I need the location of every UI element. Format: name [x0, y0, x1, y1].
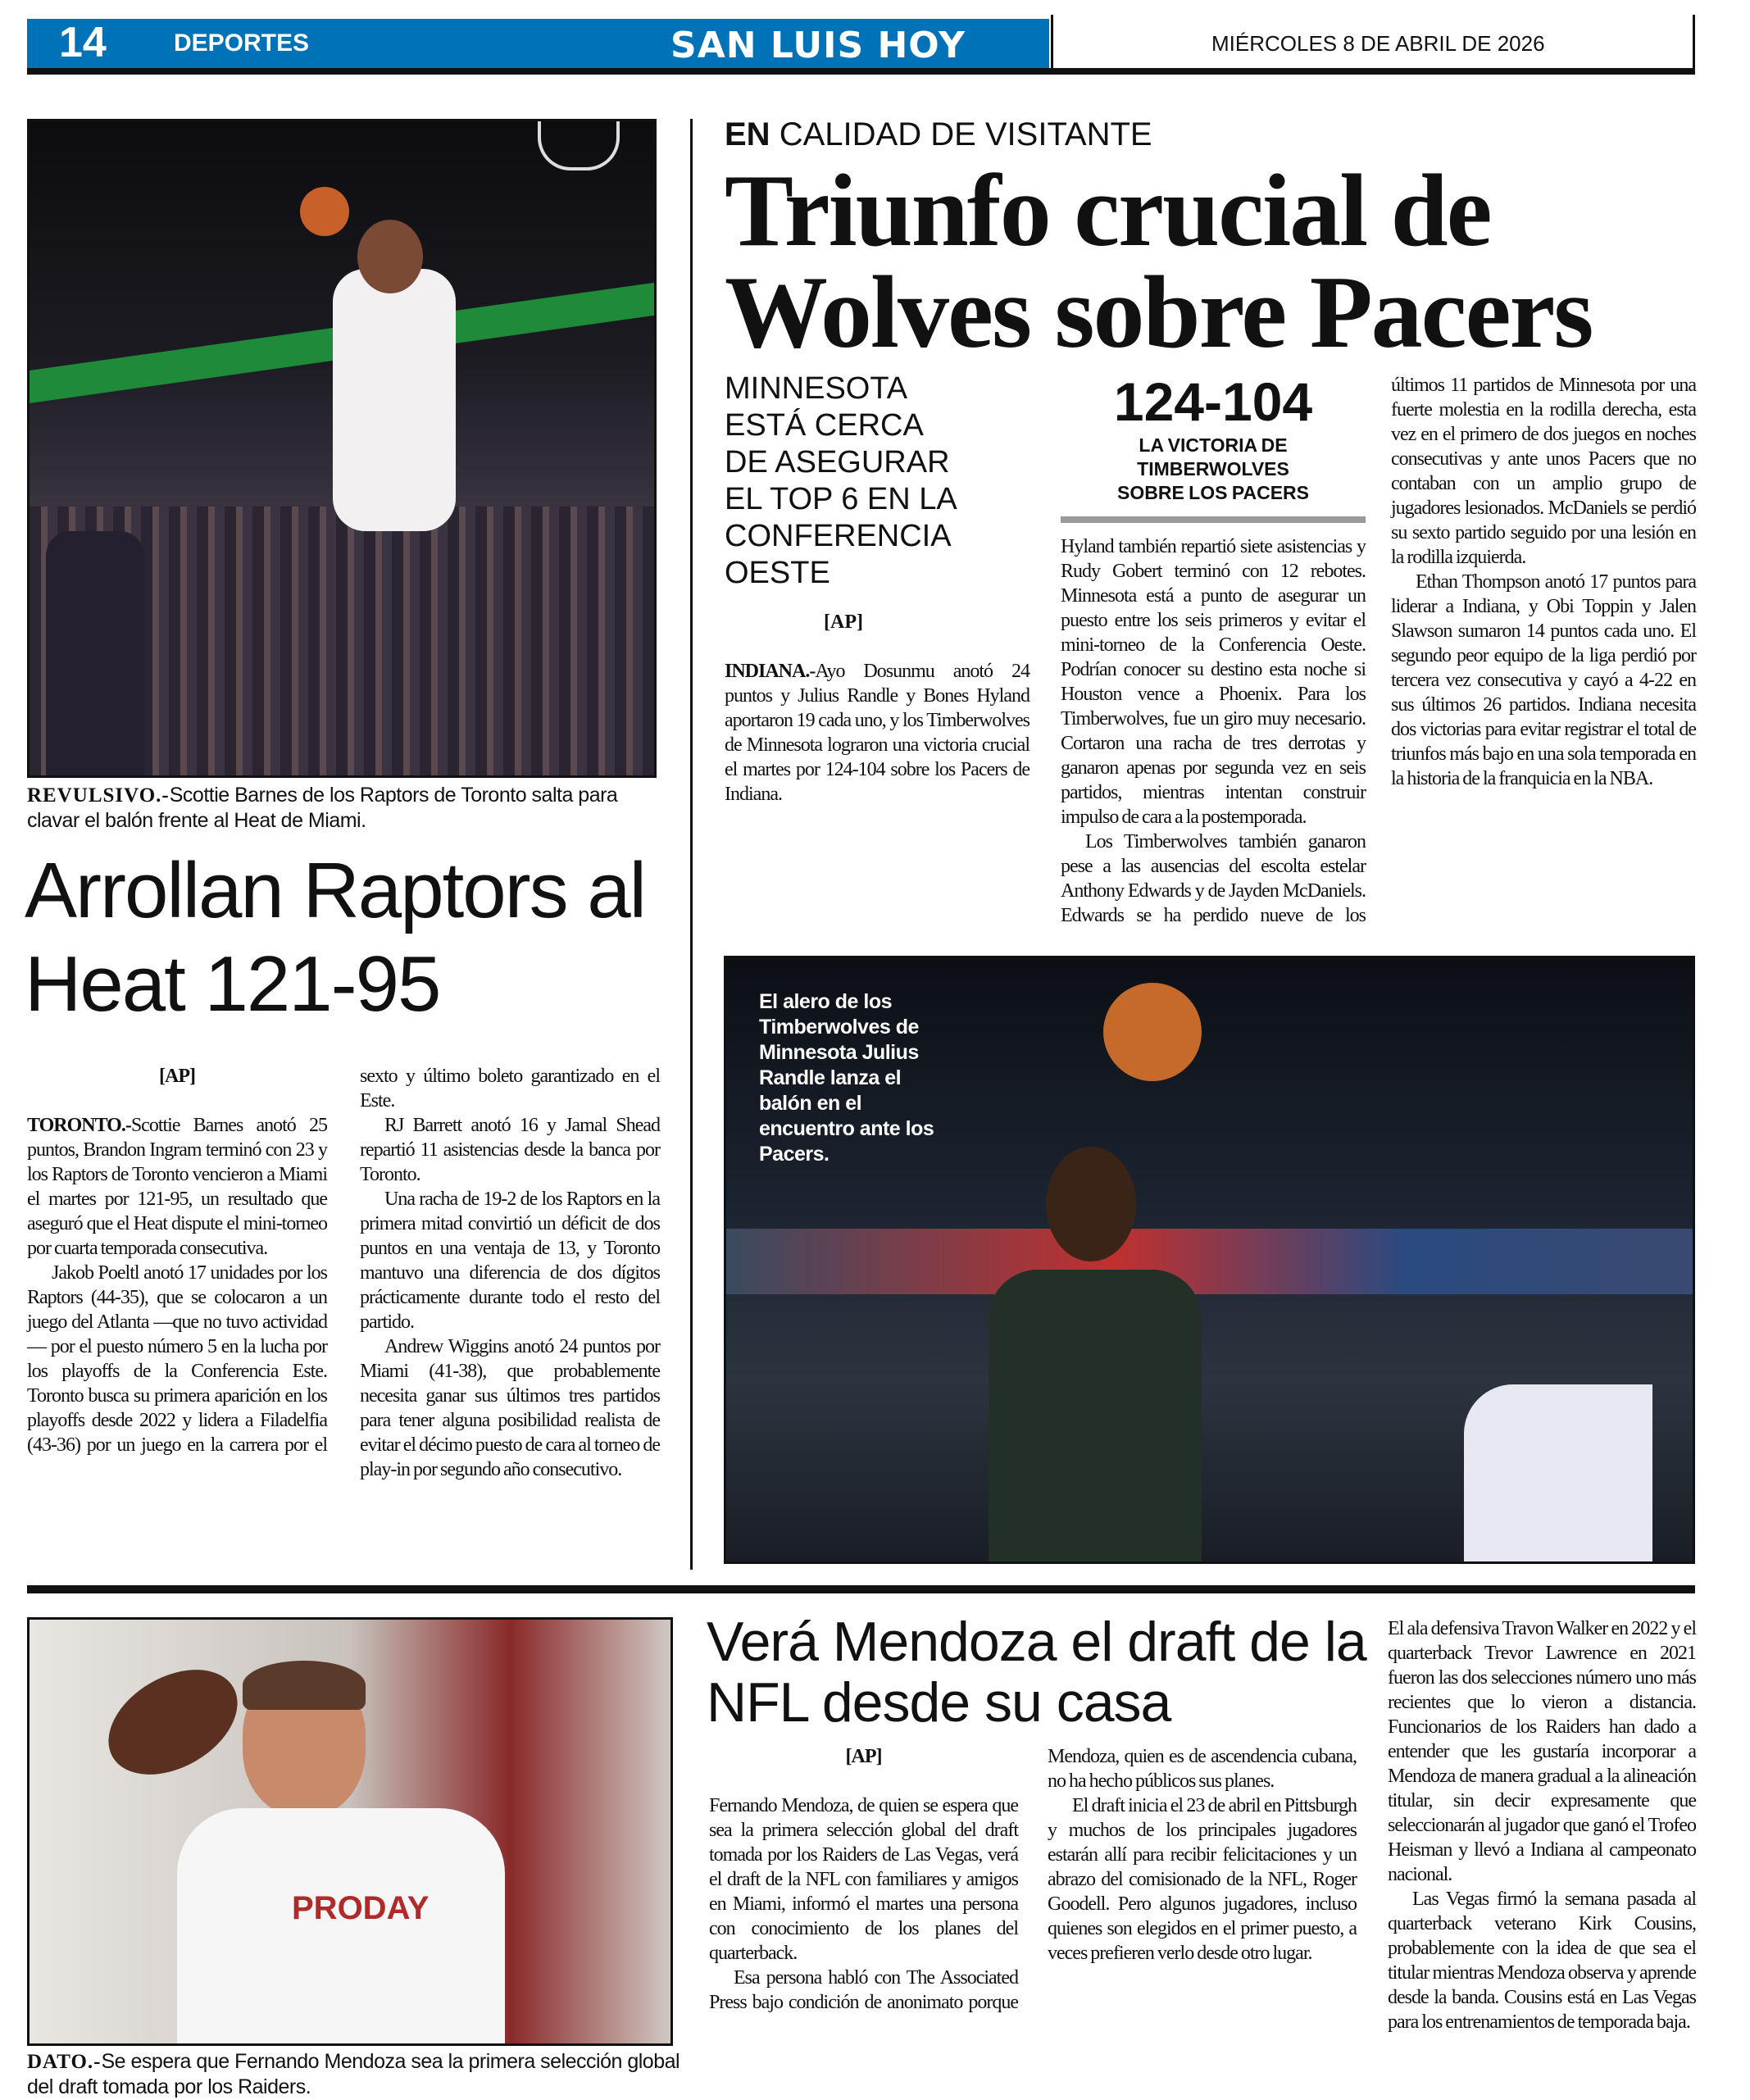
section-name: DEPORTES	[174, 30, 310, 57]
caption-label: DATO.-	[27, 2051, 102, 2073]
caption-text: Se espera que Fernando Mendoza sea la primera selección global del draft tomada por los Raiders.	[27, 2050, 680, 2098]
newspaper-name: SAN LUIS HOY	[670, 25, 966, 66]
final-score: 124-104	[1113, 371, 1313, 432]
dateline: INDIANA.-	[725, 661, 816, 682]
wolves-col1	[725, 370, 1030, 807]
paragraph: Los Timberwolves también ganaron pese a las ausencias del escolta estelar Anthony Edwards y de Jayden McDaniels. Edwards se ha perdido nueve de los últimos 11 partidos de Minnesota por una fuerte molestia en la rodilla derecha, esta vez en el primero de dos juegos en noches consecutivas y ante unos Pacers que no contaban con un amplio grupo de jugadores lesionados. McDaniels se perdió su sexto partido seguido por una lesión en la rodilla izquierda.	[1061, 375, 1696, 926]
score-box	[1061, 373, 1366, 534]
paragraph: Ethan Thompson anotó 17 puntos para liderar a Indiana, y Obi Toppin y Jalen Slawson sumaron 14 puntos cada uno. El segundo peor equipo de la liga perdió por tercera vez consecutiva y cayó a 4-22 en sus últimos 26 partidos. Indiana necesita dos victorias para evitar registrar el total de triunfos más bajo en una sola temporada en la historia de la franquicia en la NBA.	[1391, 571, 1696, 789]
wolves-kicker	[725, 116, 1152, 153]
kicker-text: CALIDAD DE VISITANTE	[779, 116, 1152, 152]
raptors-photo-caption	[27, 783, 666, 834]
paragraph: Fernando Mendoza, de quien se espera que sea la primera selección global del draft tomada por los Raiders de Las Vegas, verá el draft de la NFL con familiares y amigos en Miami, informó el martes una persona con conocimiento de los planes del quarterback.	[709, 1795, 1018, 1964]
wolves-columns-2-3	[1061, 373, 1696, 947]
wolves-deck: MINNESOTA ESTÁ CERCA DE ASEGURAR EL TOP 6 EN LA CONFERENCIA OESTE	[725, 371, 956, 590]
mendoza-col3	[1388, 1616, 1696, 2034]
mendoza-headline: Verá Mendoza el draft de la NFL desde su casa	[707, 1611, 1366, 1734]
paragraph: Las Vegas firmó la semana pasada al quarterback veterano Kirk Cousins, probablemente con la idea de que sea el titular mientras Mendoza observa y aprende desde la banda. Cousins está en Las Vegas para los entrenamientos de temporada baja.	[1388, 1889, 1696, 2033]
section-rule	[27, 1585, 1695, 1593]
wolves-headline: Triunfo crucial de Wolves sobre Pacers	[725, 154, 1593, 370]
raptors-article	[27, 1064, 660, 1482]
paragraph: Scottie Barnes anotó 25 puntos, Brandon Ingram terminó con 23 y los Raptors de Toronto vencieron a Miami el martes por 121-95, un resultado que aseguró que el Heat dispute el mini-torneo por cuarta temporada consecutiva.	[27, 1115, 327, 1259]
wolves-credit: [AP]	[824, 611, 863, 633]
paragraph: Andrew Wiggins anotó 24 puntos por Miami (41-38), que probablemente necesita ganar sus últimos tres partidos para tener alguna posibilidad realista de evitar el décimo puesto de cara al torneo de play-in por segundo año consecutivo.	[360, 1336, 660, 1480]
score-rule	[1061, 516, 1366, 523]
paragraph: Una racha de 19-2 de los Raptors en la primera mitad convirtió un déficit de dos puntos en una ventaja de 13, y Toronto mantuvo una diferencia de dos dígitos prácticamente durante todo el resto del partido.	[360, 1189, 660, 1333]
mendoza-photo-caption	[27, 2049, 683, 2100]
column-divider	[690, 119, 693, 1570]
page-number: 14	[59, 19, 107, 66]
mendoza-credit: [AP]	[845, 1746, 882, 1767]
raptors-photo	[27, 119, 657, 778]
mendoza-col1-2	[709, 1744, 1357, 2015]
header-rule	[27, 68, 1695, 75]
caption-text: Scottie Barnes de los Raptors de Toronto salta para clavar el balón frente al Heat de Miami.	[27, 784, 618, 832]
raptors-headline: Arrollan Raptors al Heat 121-95	[25, 847, 645, 1028]
mendoza-photo	[27, 1617, 673, 2046]
raptors-credit: [AP]	[159, 1066, 195, 1087]
shirt-text: PRODAY	[292, 1890, 430, 1926]
dateline: TORONTO.-	[27, 1115, 131, 1136]
paragraph: El ala defensiva Travon Walker en 2022 y el quarterback Trevor Lawrence en 2021 fueron las dos selecciones número uno más recientes que lo vieron a distancia. Funcionarios de los Raiders han dado a entender que les gustaría incorporar a Mendoza de manera gradual a la alineación titular, sin decir expresamente que seleccionarán al jugador que ganó el Trofeo Heisman y llevó a Indiana al campeonato nacional.	[1388, 1618, 1696, 1885]
paragraph: Hyland también repartió siete asistencias y Rudy Gobert terminó con 12 rebotes. Minnesota está a punto de asegurar un puesto entre los seis primeros y evitar el mini-torneo de la Conferencia Oeste. Podrían conocer su destino esta noche si Houston vence a Phoenix. Para los Timberwolves, fue un giro muy necesario. Cortaron una racha de tres derrotas y ganaron apenas por segunda vez en seis partidos, mientras intentan construir impulso de cara a la postemporada.	[1061, 536, 1366, 828]
paragraph: RJ Barrett anotó 16 y Jamal Shead repartió 11 asistencias desde la banca por Toronto.	[360, 1115, 660, 1185]
paragraph: Jakob Poeltl anotó 17 unidades por los Raptors (44-35), que se colocaron a un juego del Atlanta —que no tuvo actividad— por el puesto número 5 en la lucha por los playoffs de la Conferencia Este. Toronto busca su primera aparición en los playoffs desde 2022 y lidera a Filadelfia (43-36) por un juego en la carrera por el sexto y último boleto garantizado en el Este.	[27, 1066, 660, 1456]
paragraph: El draft inicia el 23 de abril en Pittsburgh y muchos de los principales jugadores estarán allí para recibir felicitaciones y un abrazo del comisionado de la NFL, Roger Goodell. Pero algunos jugadores, incluso quienes son elegidos en el primer puesto, a veces prefieren verlo desde otro lugar.	[1048, 1795, 1357, 1964]
caption-label: REVULSIVO.-	[27, 784, 170, 807]
kicker-bold: EN	[725, 116, 770, 152]
paragraph: Ayo Dosunmu anotó 24 puntos y Julius Randle y Bones Hyland aportaron 19 cada uno, y los Timberwolves de Minnesota lograron una victoria crucial el martes por 124-104 sobre los Pacers de Indiana.	[725, 661, 1030, 805]
paragraph: Esa persona habló con The Associated Press bajo condición de anonimato porque Mendoza, quien es de ascendencia cubana, no ha hecho públicos sus planes.	[709, 1746, 1357, 2013]
issue-date: MIÉRCOLES 8 DE ABRIL DE 2026	[1211, 31, 1545, 56]
randle-photo-caption: El alero de los Timberwolves de Minnesota Julius Randle lanza el balón en el encuentro ante los Pacers.	[759, 990, 934, 1166]
randle-photo	[724, 956, 1695, 1564]
score-label: LA VICTORIA DE TIMBERWOLVES SOBRE LOS PACERS	[1117, 434, 1309, 503]
